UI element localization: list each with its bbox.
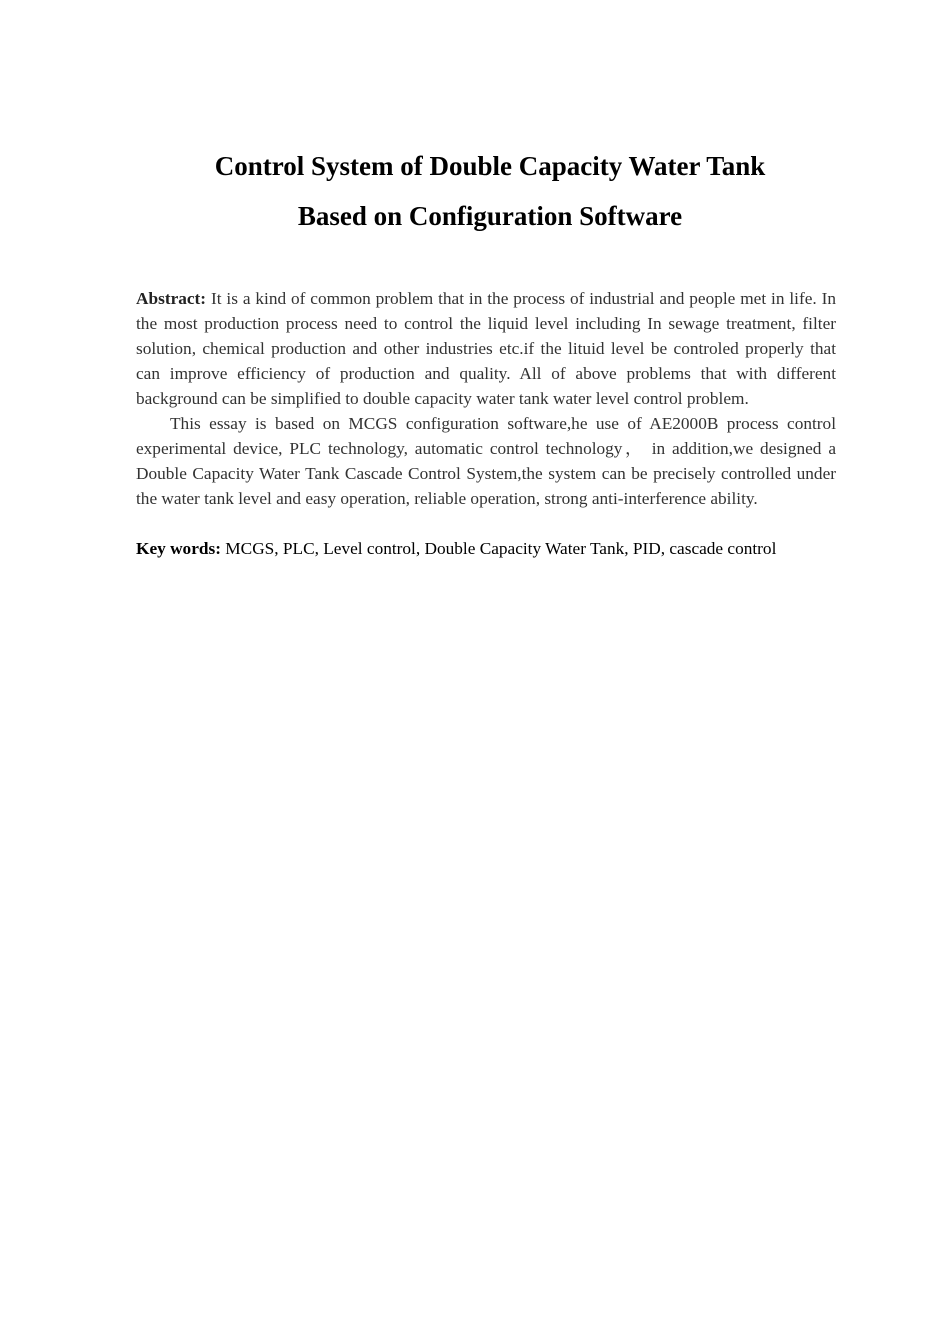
keywords-paragraph [136,536,836,561]
keywords-label: Key words: [136,539,221,558]
paper-title [0,141,950,241]
abstract-paragraph-2: This essay is based on MCGS configuration software,he use of AE2000B process control experimental device, PLC technology, automatic control technology， in addition,we designed a Double Capacity Water Tank Cascade Control System,the system can be precisely controlled under the water tank level and easy operation, reliable operation, strong anti-interference ability. [136,414,836,508]
abstract-section [136,286,836,561]
abstract-text-1: It is a kind of common problem that in the process of industrial and people met in life. In the most production process need to control the liquid level including In sewage treatment, filter solution, chemical production and other industries etc.if the lituid level be controled properly that can improve efficiency of production and quality. All of above problems that with different background can be simplified to double capacity water tank water level control problem. [136,289,836,408]
keywords-text: MCGS, PLC, Level control, Double Capacity Water Tank, PID, cascade control [225,539,777,558]
abstract-label: Abstract: [136,289,207,308]
title-line-1: Control System of Double Capacity Water Tank [214,151,766,181]
title-line-2: Based on Configuration Software [297,201,683,231]
abstract-paragraph-1 [136,286,836,411]
